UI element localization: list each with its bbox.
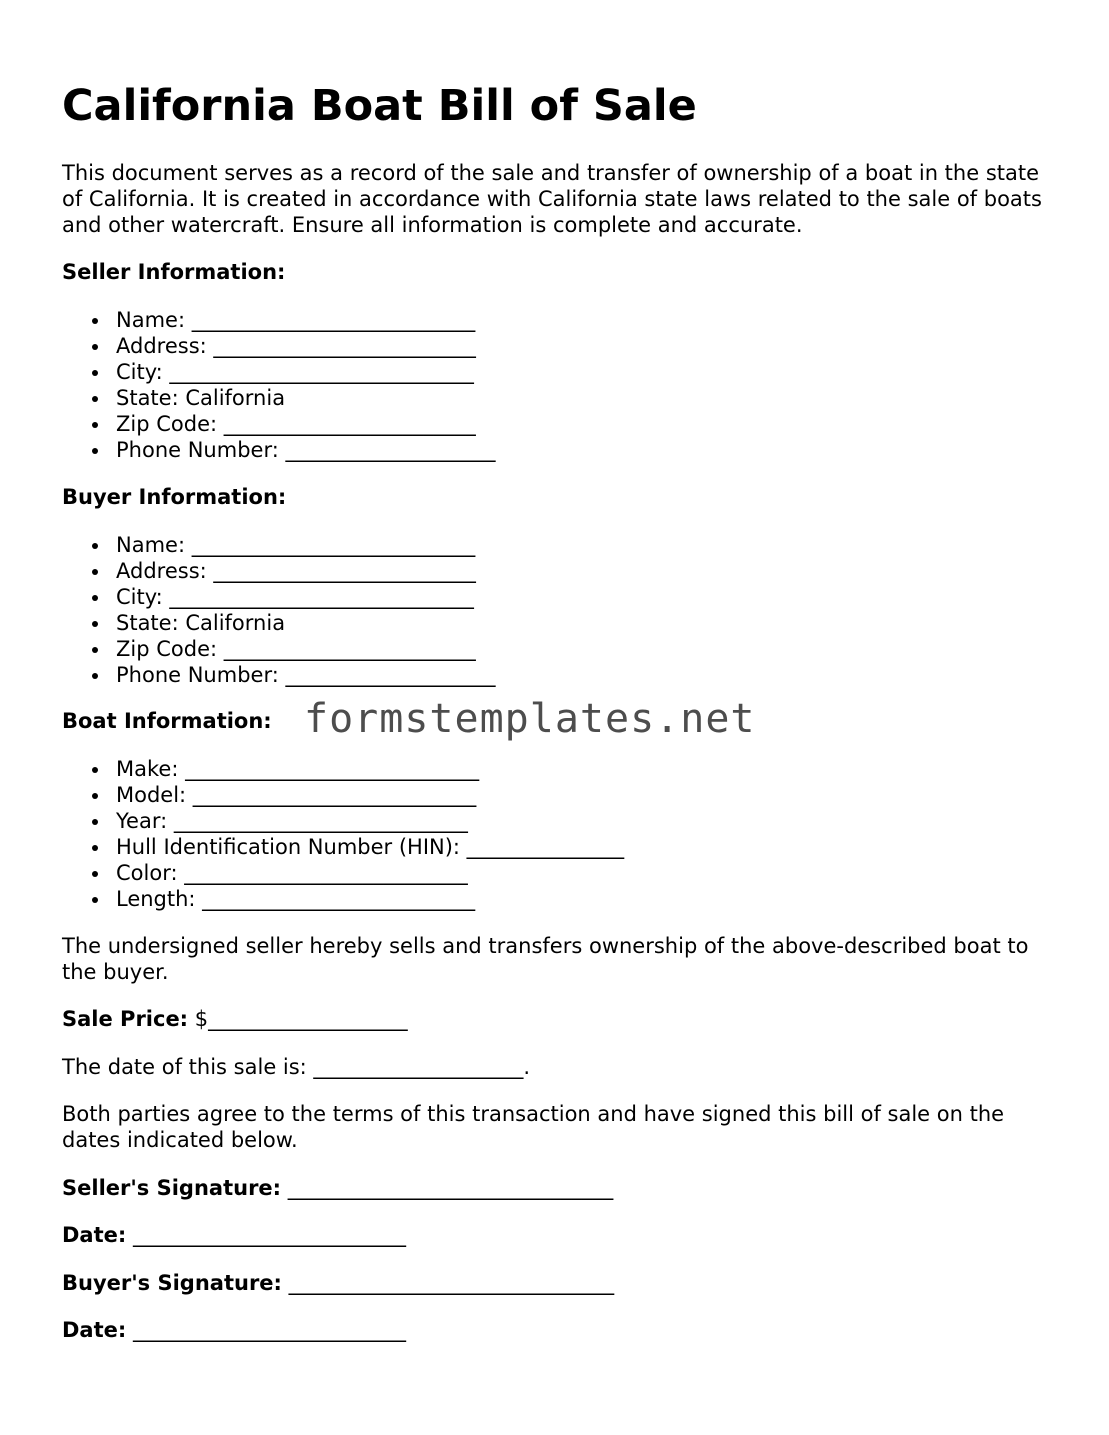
seller-address-field[interactable]: Address: _________________________ xyxy=(116,333,495,359)
buyer-city-field[interactable]: City: _____________________________ xyxy=(116,584,495,610)
boat-heading: Boat Information: xyxy=(62,709,272,733)
transfer-statement: The undersigned seller hereby sells and transfers ownership of the above-described boat to the buyer. xyxy=(62,934,1029,984)
buyer-zip-field[interactable]: Zip Code: ________________________ xyxy=(116,636,495,662)
seller-name-field[interactable]: Name: ___________________________ xyxy=(116,307,495,333)
boat-fields xyxy=(62,756,624,912)
seller-date-row xyxy=(62,1222,406,1248)
boat-year-field[interactable]: Year: ____________________________ xyxy=(116,808,624,834)
seller-state-field: State: California xyxy=(116,385,495,411)
seller-heading: Seller Information: xyxy=(62,260,286,284)
intro-paragraph: This document serves as a record of the sale and transfer of ownership of a boat in the state of California. It is created in accordance with California state laws related to the sale of boats and other watercraft. Ensure all information is complete and accurate. xyxy=(62,161,1042,237)
buyer-signature-label: Buyer's Signature: xyxy=(62,1271,282,1295)
buyer-state-field: State: California xyxy=(116,610,495,636)
seller-signature-field[interactable]: _______________________________ xyxy=(287,1176,614,1200)
boat-color-field[interactable]: Color: ___________________________ xyxy=(116,860,624,886)
seller-signature-label: Seller's Signature: xyxy=(62,1176,282,1200)
watermark: formstemplates.net xyxy=(304,696,756,742)
boat-make-field[interactable]: Make: ____________________________ xyxy=(116,756,624,782)
buyer-name-field[interactable]: Name: ___________________________ xyxy=(116,532,495,558)
sale-price-label: Sale Price: xyxy=(62,1007,189,1031)
buyer-heading: Buyer Information: xyxy=(62,485,287,509)
boat-model-field[interactable]: Model: ___________________________ xyxy=(116,782,624,808)
buyer-signature-row xyxy=(62,1270,614,1296)
seller-fields xyxy=(62,307,495,463)
seller-date-label: Date: xyxy=(62,1223,127,1247)
buyer-phone-field[interactable]: Phone Number: ____________________ xyxy=(116,663,496,687)
seller-signature-row xyxy=(62,1175,613,1201)
seller-zip-field[interactable]: Zip Code: ________________________ xyxy=(116,411,495,437)
seller-phone-field[interactable]: Phone Number: ____________________ xyxy=(116,438,496,462)
sale-date-field[interactable]: The date of this sale is: ____________________. xyxy=(62,1055,531,1079)
sale-price-row xyxy=(62,1006,408,1032)
buyer-date-label: Date: xyxy=(62,1318,127,1342)
buyer-date-field[interactable]: __________________________ xyxy=(132,1318,406,1342)
document-title: California Boat Bill of Sale xyxy=(62,81,697,131)
buyer-signature-field[interactable]: _______________________________ xyxy=(288,1271,615,1295)
boat-hin-field[interactable]: Hull Identification Number (HIN): _______________ xyxy=(116,835,625,859)
seller-city-field[interactable]: City: _____________________________ xyxy=(116,359,495,385)
buyer-fields xyxy=(62,532,495,688)
buyer-date-row xyxy=(62,1317,406,1343)
seller-date-field[interactable]: __________________________ xyxy=(132,1223,406,1247)
agreement-statement: Both parties agree to the terms of this transaction and have signed this bill of sale on the dates indicated below. xyxy=(62,1102,1005,1152)
boat-length-field[interactable]: Length: __________________________ xyxy=(116,886,624,912)
sale-price-field[interactable]: $___________________ xyxy=(194,1007,408,1031)
buyer-address-field[interactable]: Address: _________________________ xyxy=(116,558,495,584)
